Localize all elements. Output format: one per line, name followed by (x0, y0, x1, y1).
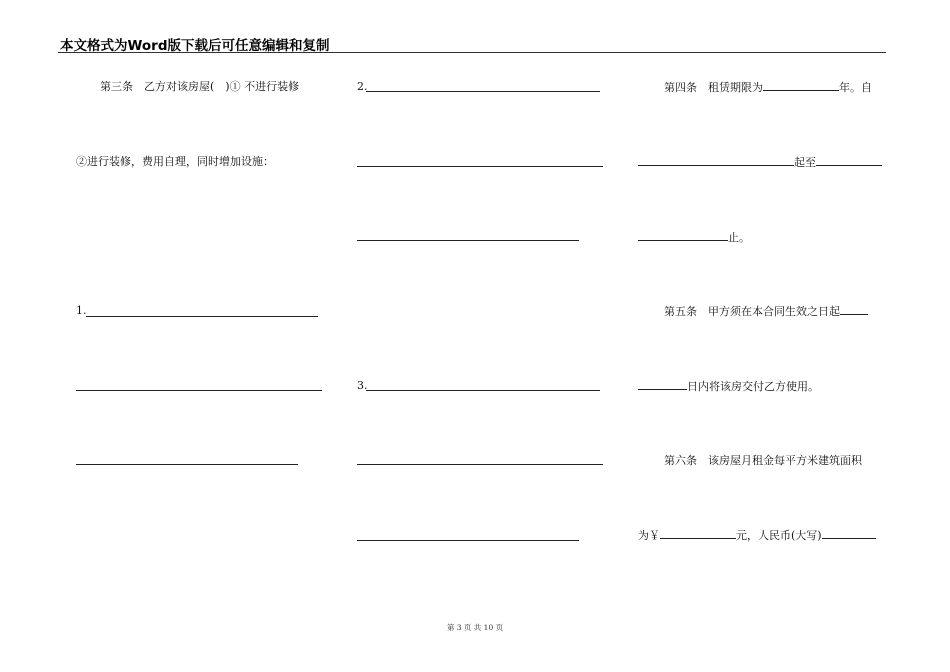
delivery-days-blank-2[interactable] (638, 379, 687, 390)
article-4-suffix: 年。自 (839, 81, 872, 94)
lease-years-blank[interactable] (763, 80, 839, 91)
item-2-label: 2. (357, 80, 368, 93)
item-2-blank[interactable] (366, 91, 600, 92)
article-5-continuation: 日内将该房交付乙方使用。 (687, 380, 819, 393)
end-date-blank[interactable] (816, 155, 882, 166)
article-6-mid: 元，人民币(大写) (736, 529, 822, 542)
article-4-line-1 (664, 80, 872, 95)
item-1-blank[interactable] (86, 316, 318, 317)
article-5-text: 第五条 甲方须在本合同生效之日起 (664, 305, 840, 318)
header-rule (58, 52, 886, 53)
article-5-line-1 (664, 304, 868, 319)
from-to-text: 起至 (794, 156, 816, 169)
item-1-blank-line-3[interactable] (76, 464, 298, 465)
end-date-blank-2[interactable] (638, 230, 728, 241)
article-5-line-2 (638, 379, 819, 394)
rent-amount-blank[interactable] (660, 528, 736, 539)
article-6-prefix: 为￥ (638, 529, 660, 542)
item-2-blank-line-3[interactable] (357, 240, 579, 241)
document-header: 本文格式为Word版下载后可任意编辑和复制 (60, 38, 330, 54)
option-2-text: ②进行装修，费用自理，同时增加设施： (76, 155, 274, 168)
item-2-blank-line-2[interactable] (357, 166, 603, 167)
start-date-blank[interactable] (638, 155, 794, 166)
end-text: 止。 (728, 231, 750, 244)
item-1-label: 1. (76, 304, 87, 317)
item-3-blank[interactable] (366, 390, 600, 391)
article-4-line-3 (638, 230, 750, 245)
item-3-blank-line-3[interactable] (357, 540, 579, 541)
article-3-text: 第三条 乙方对该房屋( )① 不进行装修 (100, 80, 300, 93)
delivery-days-blank[interactable] (840, 304, 868, 315)
rent-uppercase-blank[interactable] (822, 528, 876, 539)
item-3-label: 3. (357, 379, 368, 392)
article-6-text: 第六条 该房屋月租金每平方米建筑面积 (664, 454, 862, 467)
article-6-line-2 (638, 528, 876, 543)
item-3-blank-line-2[interactable] (357, 464, 603, 465)
item-1-blank-line-2[interactable] (76, 390, 322, 391)
article-4-text: 第四条 租赁期限为 (664, 81, 763, 94)
page-footer: 第 3 页 共 10 页 (446, 623, 504, 632)
article-4-line-2 (638, 155, 882, 170)
